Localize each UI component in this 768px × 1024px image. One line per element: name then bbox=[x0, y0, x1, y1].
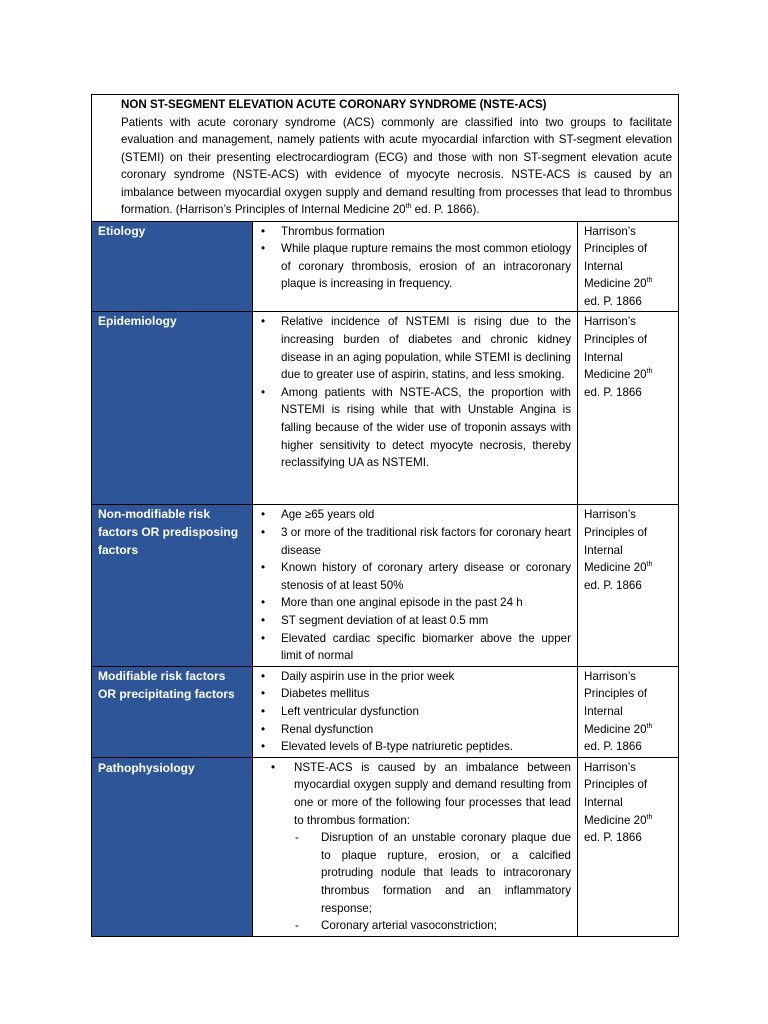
reference-cell bbox=[578, 666, 679, 757]
reference-line: Harrison’s bbox=[584, 508, 636, 522]
reference-cell bbox=[578, 505, 679, 666]
list-item: • NSTE-ACS is caused by an imbalance between myocardial oxygen supply and demand resulting from one or more of the following four processes that lead to thrombus formation: bbox=[259, 759, 571, 829]
reference-line: ed. P. 1866 bbox=[584, 740, 642, 754]
list-item: • ST segment deviation of at least 0.5 mm bbox=[259, 612, 571, 630]
list-item: • Daily aspirin use in the prior week bbox=[259, 668, 571, 686]
reference-cell bbox=[578, 221, 679, 312]
intro-text-tail: ed. P. 1866). bbox=[411, 203, 480, 216]
reference-line bbox=[584, 721, 674, 739]
reference-line: Harrison’s bbox=[584, 315, 636, 329]
list-item: • Among patients with NSTE-ACS, the proportion with NSTEMI is rising while that with Unstable Angina is falling because of the wider use of troponin assays with higher sensitivity to detect myocyte necrosis, thereby reclassifying UA as NSTEMI. bbox=[259, 384, 571, 472]
row-content bbox=[253, 312, 578, 505]
list-item: • Relative incidence of NSTEMI is rising due to the increasing burden of diabetes and chronic kidney disease in an aging population, while STEMI is declining due to greater use of aspirin, statins, and less smoking. bbox=[259, 313, 571, 383]
reference-superscript: th bbox=[646, 813, 653, 821]
intro-text-main: Patients with acute coronary syndrome (ACS) commonly are classified into two groups to facilitate evaluation and management, namely patients with acute myocardial infarction with ST-segment elevation (STEMI) on their presenting electrocardiogram (ECG) and those with non ST-segment elevation acute coronary syndrome (NSTE-ACS) with evidence of myocyte necrosis. NSTE-ACS is caused by an imbalance between myocardial oxygen supply and demand resulting from processes that lead to thrombus formation. (Harrison’s Principles of Internal Medicine 20 bbox=[121, 115, 673, 216]
reference-line-text: Medicine 20 bbox=[584, 722, 647, 736]
list-item: • Renal dysfunction bbox=[259, 721, 571, 739]
reference-line: ed. P. 1866 bbox=[584, 294, 642, 308]
table-row bbox=[92, 221, 679, 312]
row-label: Non-modifiable risk factors OR predisposing factors bbox=[92, 505, 253, 666]
reference-line: Principles of bbox=[584, 778, 648, 792]
reference-line: Internal bbox=[584, 350, 623, 364]
reference-line-text: Medicine 20 bbox=[584, 813, 647, 827]
reference-line: ed. P. 1866 bbox=[584, 578, 642, 592]
reference-line bbox=[584, 812, 674, 830]
intro-row bbox=[92, 95, 679, 222]
reference-line: Internal bbox=[584, 795, 623, 809]
table-row bbox=[92, 666, 679, 757]
row-label: Pathophysiology bbox=[92, 757, 253, 936]
row-label: Modifiable risk factors OR precipitating factors bbox=[92, 666, 253, 757]
reference-line-text: Medicine 20 bbox=[584, 277, 647, 291]
reference-line: Principles of bbox=[584, 333, 648, 347]
document-title: NON ST-SEGMENT ELEVATION ACUTE CORONARY SYNDROME (NSTE-ACS) bbox=[121, 98, 547, 111]
reference-line: Harrison’s bbox=[584, 760, 636, 774]
row-content bbox=[253, 221, 578, 312]
sub-list-item: - Disruption of an unstable coronary plaque due to plaque rupture, erosion, or a calcified protruding nodule that leads to intracoronary thrombus formation and an inflammatory response; bbox=[259, 829, 571, 917]
list-item: • Left ventricular dysfunction bbox=[259, 703, 571, 721]
row-content bbox=[253, 505, 578, 666]
list-item: • 3 or more of the traditional risk factors for coronary heart disease bbox=[259, 524, 571, 559]
reference-superscript: th bbox=[646, 368, 653, 376]
reference-superscript: th bbox=[646, 277, 653, 285]
row-content bbox=[253, 757, 578, 936]
row-label: Epidemiology bbox=[92, 312, 253, 505]
list-item: • Age ≥65 years old bbox=[259, 506, 571, 524]
reference-line: Principles of bbox=[584, 526, 648, 540]
reference-line-text: Medicine 20 bbox=[584, 368, 647, 382]
row-label: Etiology bbox=[92, 221, 253, 312]
reference-line: Internal bbox=[584, 705, 623, 718]
intro-superscript: th bbox=[405, 203, 412, 211]
reference-line-text: Medicine 20 bbox=[584, 561, 647, 575]
table-row bbox=[92, 757, 679, 936]
table-row bbox=[92, 312, 679, 505]
table-row bbox=[92, 505, 679, 666]
list-item: • Elevated levels of B-type natriuretic peptides. bbox=[259, 738, 571, 756]
reference-cell bbox=[578, 757, 679, 936]
reference-line: Harrison’s bbox=[584, 224, 636, 238]
reference-line: Harrison’s bbox=[584, 669, 636, 683]
list-item: • While plaque rupture remains the most common etiology of coronary thrombosis, erosion of an intracoronary plaque is increasing in frequency. bbox=[259, 240, 571, 293]
reference-line: ed. P. 1866 bbox=[584, 385, 642, 399]
intro-cell bbox=[92, 95, 679, 222]
reference-line: ed. P. 1866 bbox=[584, 831, 642, 845]
reference-line bbox=[584, 366, 674, 384]
list-item: • Diabetes mellitus bbox=[259, 685, 571, 703]
reference-line: Principles of bbox=[584, 242, 648, 256]
list-item: • Thrombus formation bbox=[259, 223, 571, 241]
list-item: • More than one anginal episode in the past 24 h bbox=[259, 594, 571, 612]
reference-line bbox=[584, 559, 674, 577]
reference-line: Internal bbox=[584, 259, 623, 273]
sub-list-item: - Coronary arterial vasoconstriction; bbox=[259, 917, 571, 935]
reference-superscript: th bbox=[646, 561, 653, 569]
reference-line: Internal bbox=[584, 543, 623, 557]
reference-line: Principles of bbox=[584, 687, 648, 701]
reference-line bbox=[584, 275, 674, 293]
reference-superscript: th bbox=[646, 722, 653, 730]
reference-cell bbox=[578, 312, 679, 505]
row-content bbox=[253, 666, 578, 757]
list-item: • Elevated cardiac specific biomarker above the upper limit of normal bbox=[259, 630, 571, 665]
intro-paragraph bbox=[121, 114, 672, 219]
list-item: • Known history of coronary artery disease or coronary stenosis of at least 50% bbox=[259, 559, 571, 594]
nste-acs-table bbox=[91, 94, 679, 937]
document-page bbox=[91, 94, 678, 937]
